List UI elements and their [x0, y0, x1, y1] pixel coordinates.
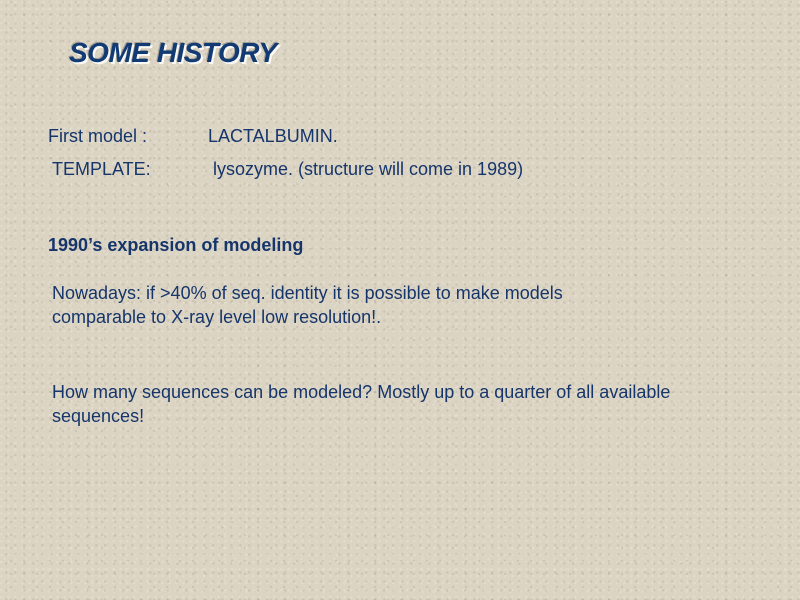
sequences-line-1: How many sequences can be modeled? Mostly up to a quarter of all available [52, 382, 671, 402]
template-label: TEMPLATE: [52, 159, 151, 179]
nowadays-line-1: Nowadays: if >40% of seq. identity it is possible to make models [52, 283, 563, 303]
template-value: lysozyme. (structure will come in 1989) [213, 159, 524, 179]
slide-title: SOME HISTORY [69, 37, 277, 68]
first-model-value: LACTALBUMIN. [208, 126, 338, 146]
nowadays-line-2: comparable to X-ray level low resolution!. [52, 307, 382, 327]
first-model-label: First model : [48, 126, 148, 146]
expansion-heading: 1990’s expansion of modeling [48, 235, 304, 255]
sequences-line-2: sequences! [52, 406, 145, 426]
